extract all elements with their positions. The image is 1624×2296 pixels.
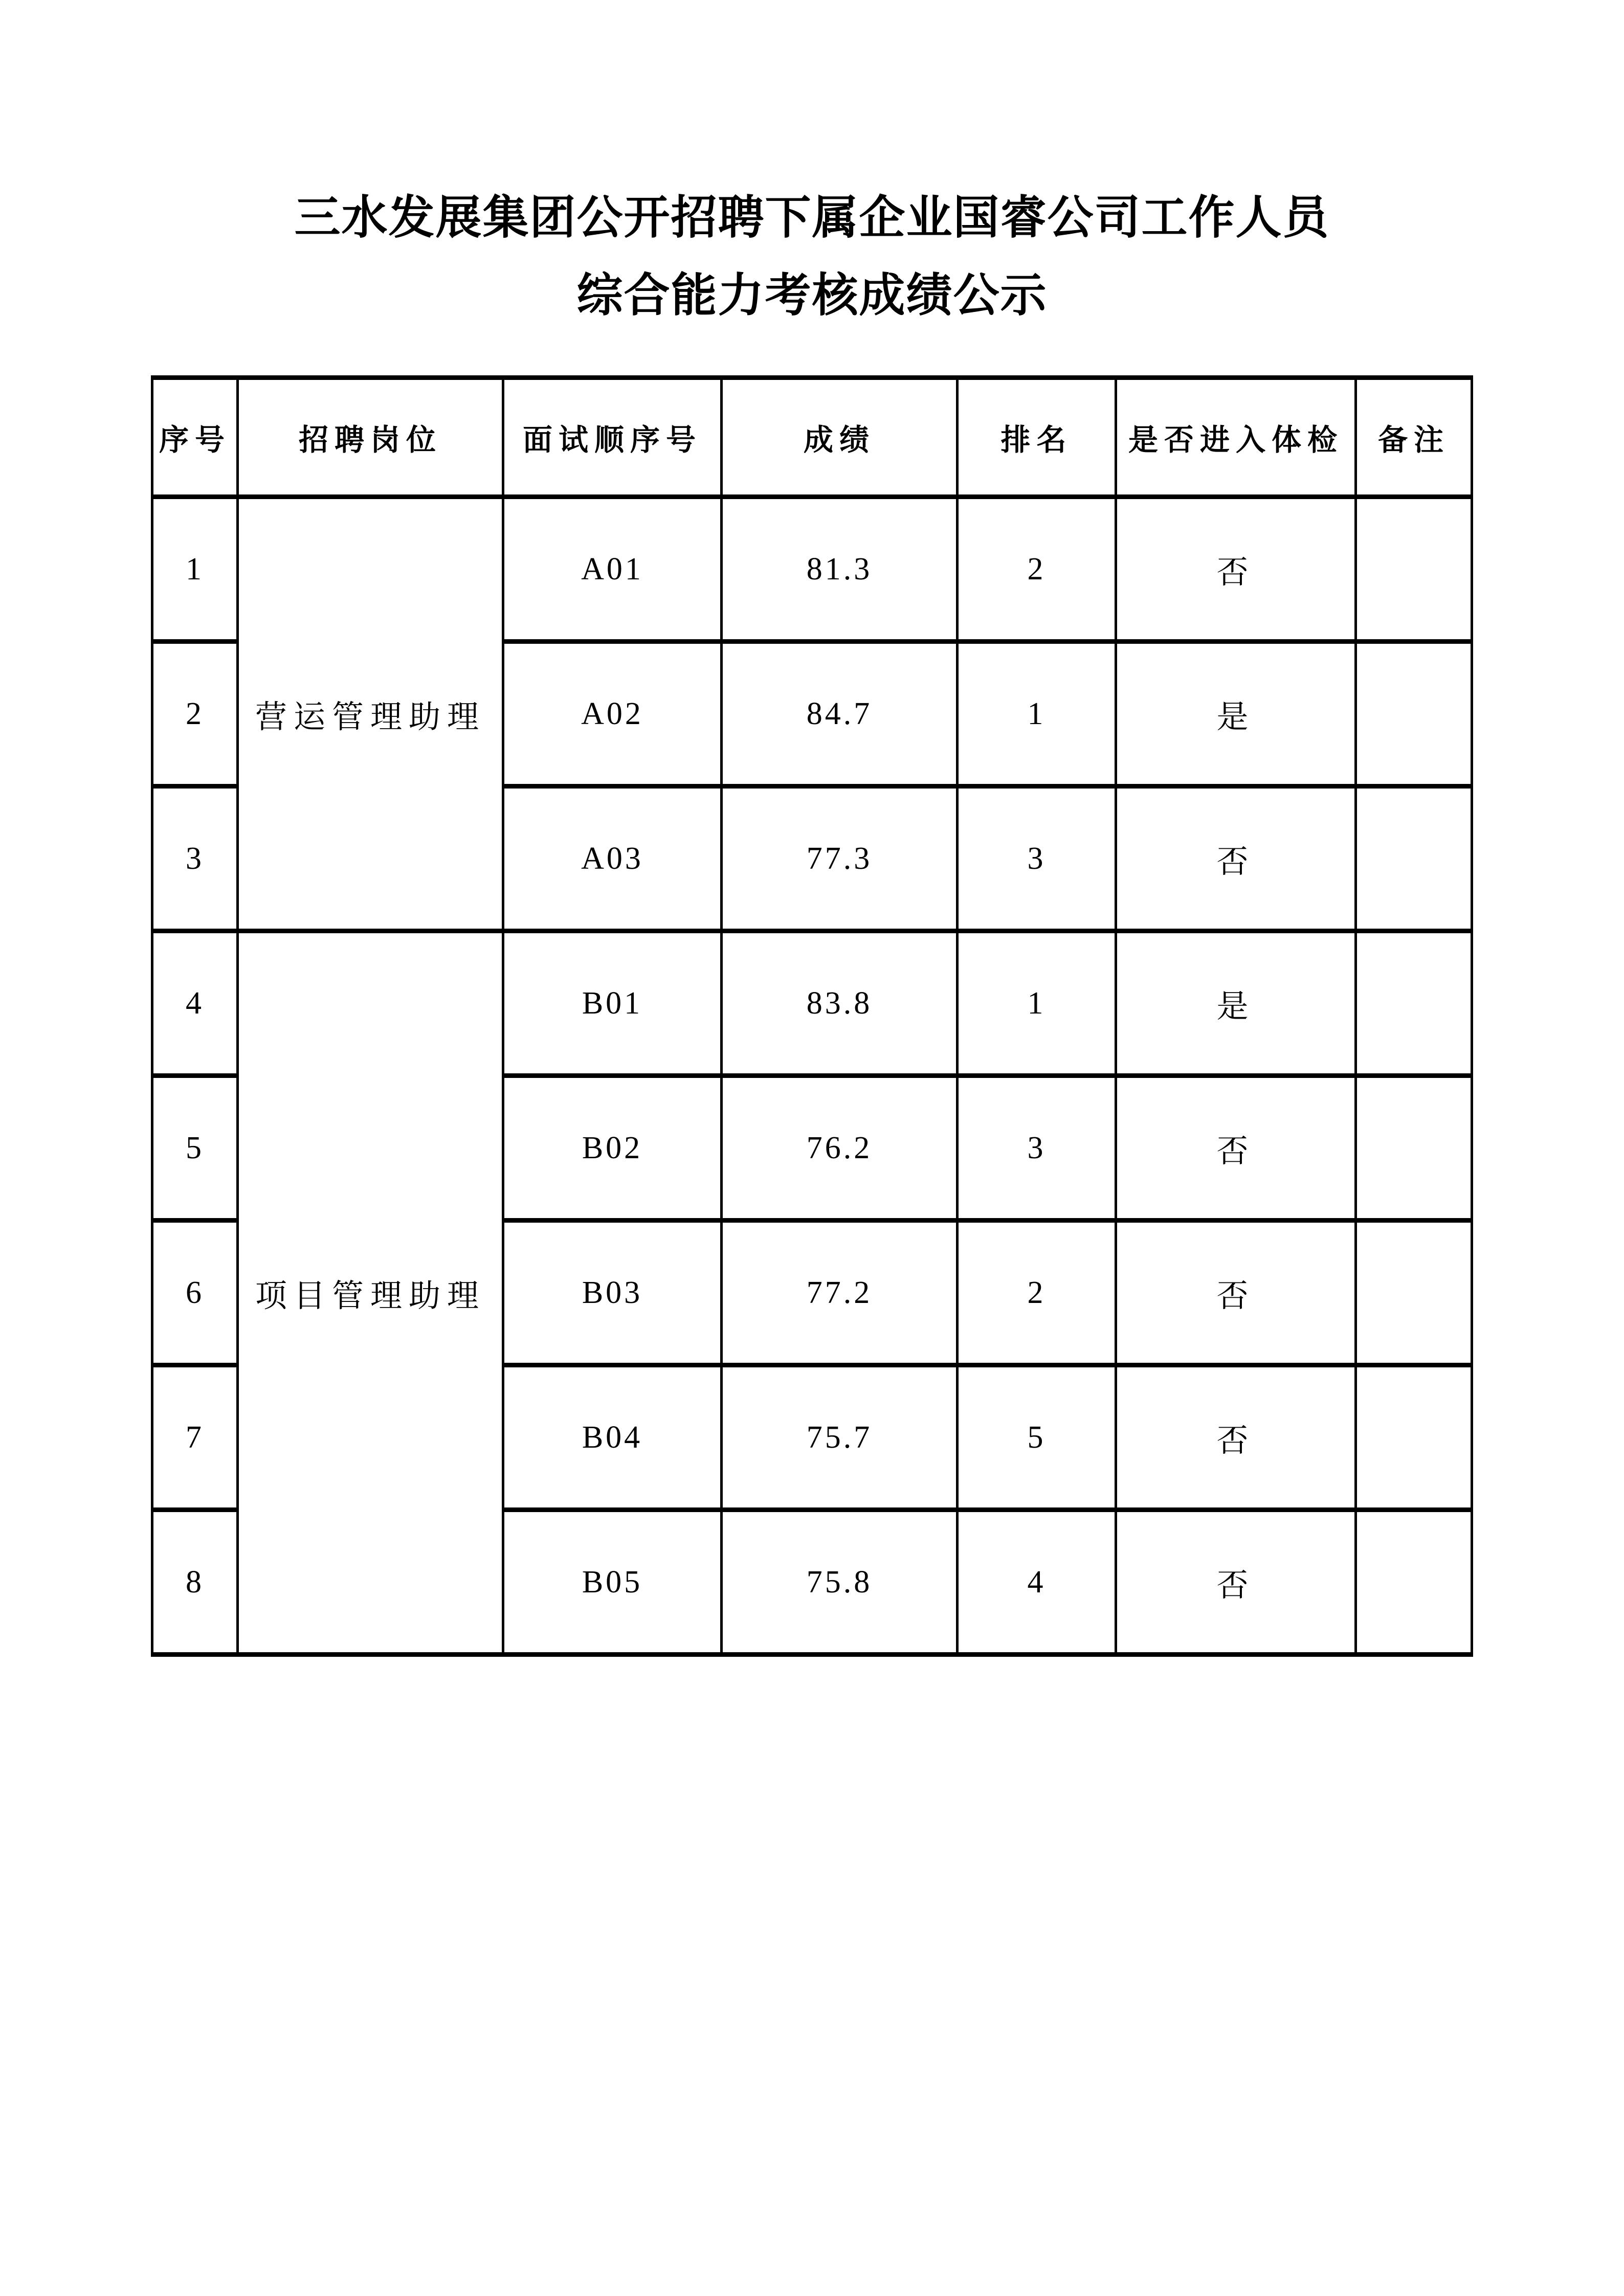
cell-remark [1356,1510,1472,1655]
cell-seq: 7 [152,1365,238,1510]
cell-physical: 否 [1116,1076,1356,1221]
cell-physical: 否 [1116,1510,1356,1655]
cell-rank: 1 [958,642,1116,786]
header-cell-position: 招聘岗位 [238,378,503,497]
header-cell-rank: 排名 [958,378,1116,497]
score-table [151,375,1473,1657]
cell-rank: 4 [958,1510,1116,1655]
header-cell-seq: 序号 [152,378,238,497]
cell-rank: 5 [958,1365,1116,1510]
header-cell-physical: 是否进入体检 [1116,378,1356,497]
cell-remark [1356,497,1472,642]
page-title-line-1: 三水发展集团公开招聘下属企业国睿公司工作人员 [294,192,1330,243]
cell-position-group-2: 项目管理助理 [238,931,503,1655]
cell-interview-no: B04 [503,1365,722,1510]
cell-physical: 否 [1116,1365,1356,1510]
cell-score: 75.8 [722,1510,958,1655]
page-title [0,0,1624,334]
cell-remark [1356,931,1472,1076]
cell-remark [1356,1365,1472,1510]
cell-physical: 否 [1116,1221,1356,1365]
cell-score: 81.3 [722,497,958,642]
cell-physical: 否 [1116,497,1356,642]
cell-seq: 3 [152,786,238,931]
cell-interview-no: B03 [503,1221,722,1365]
cell-score: 83.8 [722,931,958,1076]
table-row-4 [152,931,1472,1076]
cell-position-group-1: 营运管理助理 [238,497,503,931]
cell-remark [1356,642,1472,786]
cell-interview-no: A01 [503,497,722,642]
cell-score: 77.2 [722,1221,958,1365]
cell-physical: 否 [1116,786,1356,931]
cell-rank: 2 [958,1221,1116,1365]
cell-remark [1356,1076,1472,1221]
table-row-1 [152,497,1472,642]
page-title-line-2: 综合能力考核成绩公示 [576,270,1048,321]
cell-seq: 1 [152,497,238,642]
cell-physical: 是 [1116,931,1356,1076]
cell-score: 84.7 [722,642,958,786]
cell-physical: 是 [1116,642,1356,786]
cell-rank: 1 [958,931,1116,1076]
cell-score: 76.2 [722,1076,958,1221]
cell-seq: 2 [152,642,238,786]
cell-seq: 5 [152,1076,238,1221]
cell-rank: 2 [958,497,1116,642]
header-cell-remark: 备注 [1356,378,1472,497]
cell-score: 77.3 [722,786,958,931]
cell-interview-no: A03 [503,786,722,931]
cell-seq: 8 [152,1510,238,1655]
header-cell-interview-no: 面试顺序号 [503,378,722,497]
cell-seq: 4 [152,931,238,1076]
cell-rank: 3 [958,1076,1116,1221]
cell-interview-no: B05 [503,1510,722,1655]
cell-remark [1356,1221,1472,1365]
cell-rank: 3 [958,786,1116,931]
cell-interview-no: B01 [503,931,722,1076]
cell-interview-no: A02 [503,642,722,786]
table-header-row [152,378,1472,497]
cell-score: 75.7 [722,1365,958,1510]
cell-remark [1356,786,1472,931]
header-cell-score: 成绩 [722,378,958,497]
cell-seq: 6 [152,1221,238,1365]
cell-interview-no: B02 [503,1076,722,1221]
